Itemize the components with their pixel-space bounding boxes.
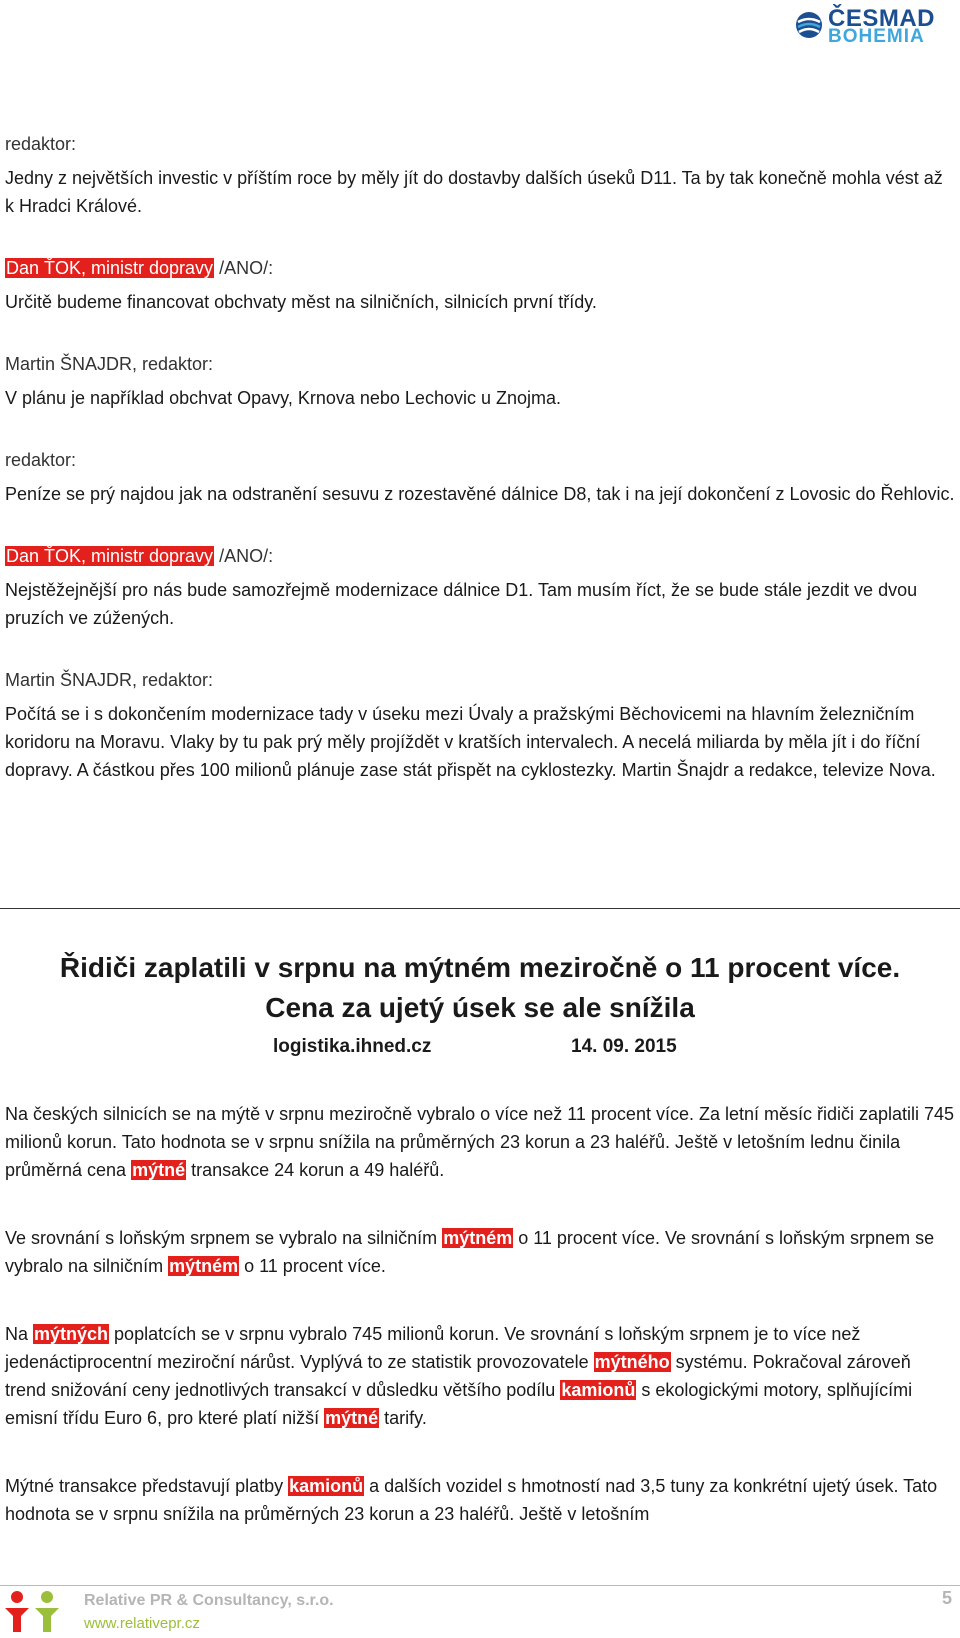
keyword-highlight: mýtné [325,1408,379,1428]
transcript [5,130,955,784]
article-paragraph [5,1100,955,1184]
speaker-party: /ANO/: [214,546,274,566]
speaker-party: /ANO/: [214,258,274,278]
article-paragraph [5,1472,955,1528]
cesmad-logo [794,6,954,46]
keyword-highlight: mýtném [443,1228,513,1248]
highlighted-speaker: Dan ŤOK, ministr dopravy [6,546,214,566]
keyword-highlight: mýtných [34,1324,109,1344]
transcript-paragraph: Nejstěžejnější pro nás bude samozřejmě modernizace dálnice D1. Tam musím říct, že se bude stále jezdit ve dvou pruzích ve zúžených. [5,580,918,628]
text-run: Na [5,1324,34,1344]
text-run: o 11 procent více. Ve srovnání s loňským srpnem se vybralo na silničním [5,1228,935,1276]
text-run: transakce 24 korun a 49 haléřů. [186,1160,445,1180]
article-date: 14. 09. 2015 [571,1036,677,1057]
page-number: 5 [941,1588,952,1608]
article-source: logistika.ihned.cz [273,1036,432,1057]
text-run: Ve srovnání s loňským srpnem se vybralo na silničním [5,1228,443,1248]
logo-text-bohemia: BOHEMIA [828,26,925,47]
article-paragraph [5,1320,955,1432]
footer-company: Relative PR & Consultancy, s.r.o. [84,1592,334,1609]
transcript-paragraph: Peníze se prý najdou jak na odstranění sesuvu z rozestavěné dálnice D8, tak i na její dokončení z Lovosic do Řehlovic. [5,484,955,504]
transcript-paragraph: Určitě budeme financovat obchvaty měst na silničních, silnicích první třídy. [5,292,597,312]
cesmad-globe-icon [794,10,824,40]
footer-website-link[interactable]: www.relativepr.cz [84,1615,200,1632]
text-run: a dalších vozidel s hmotností nad 3,5 tuny za konkrétní ujetý úsek. Tato hodnota se v srpnu snížila na průměrných 23 korun a 23 haléřů. Ještě v letošním [5,1476,938,1524]
speaker-label [5,542,955,570]
text-run: s ekologickými motory, splňujícími emisní třídu Euro 6, pro které platí nižší [5,1380,913,1428]
keyword-highlight: kamionů [289,1476,364,1496]
text-run: Na českých silnicích se na mýtě v srpnu meziročně vybralo o více než 11 procent více. Za letní měsíc řidiči zaplatili 745 milionů korun. Tato hodnota se v srpnu snížila na průměrných 23 korun a 23 haléřů. Ještě v letošním lednu činila průměrná cena [5,1104,955,1180]
text-run: systému. Pokračoval zároveň trend snižování ceny jednotlivých transakcí v důsledku většího podílu [5,1352,911,1400]
article-title [0,948,960,1028]
people-logo-icon [3,1590,65,1634]
text-run: Mýtné transakce představují platby [5,1476,289,1496]
article-title-line: Řidiči zaplatili v srpnu na mýtném meziročně o 11 procent více. [59,952,901,983]
keyword-highlight: mýtném [169,1256,239,1276]
article-paragraph [5,1224,955,1280]
transcript-paragraph: Jedny z největších investic v příštím roce by měly jít do dostavby dalších úseků D11. Ta by tak konečně mohla vést až k Hradci Králové. [5,168,943,216]
keyword-highlight: kamionů [561,1380,636,1400]
speaker-label: Martin ŠNAJDR, redaktor: [5,670,214,690]
keyword-highlight: mýtného [594,1352,670,1372]
transcript-paragraph: V plánu je například obchvat Opavy, Krnova nebo Lechovic u Znojma. [5,388,561,408]
keyword-highlight: mýtné [132,1160,186,1180]
article-body [5,1100,955,1528]
speaker-label: Martin ŠNAJDR, redaktor: [5,354,214,374]
article-title-line: Cena za ujetý úsek se ale snížila [265,992,695,1023]
speaker-label [5,254,955,282]
section-divider [0,908,960,909]
transcript-paragraph: Počítá se i s dokončením modernizace tady v úseku mezi Úvaly a pražskými Běchovicemi na hlavním železničním koridoru na Moravu. Vlaky by tu pak prý měly projíždět v kratších intervalech. A necelá miliarda by měla jít i do říční dopravy. A částkou přes 100 milionů plánuje zase stát přispět na cyklostezky. Martin Šnajdr a redakce, televize Nova. [5,704,936,780]
highlighted-speaker: Dan ŤOK, ministr dopravy [6,258,214,278]
text-run: poplatcích se v srpnu vybralo 745 milionů korun. Ve srovnání s loňským srpnem je to více než jedenáctiprocentní meziroční nárůst. Vyplývá to ze statistik provozovatele [5,1324,861,1372]
speaker-label: redaktor: [5,450,77,470]
footer-divider [0,1585,960,1586]
text-run: tarify. [379,1408,427,1428]
speaker-label: redaktor: [5,134,77,154]
text-run: o 11 procent více. [239,1256,386,1276]
logo-text-cesmad: ČESMAD [828,5,936,32]
